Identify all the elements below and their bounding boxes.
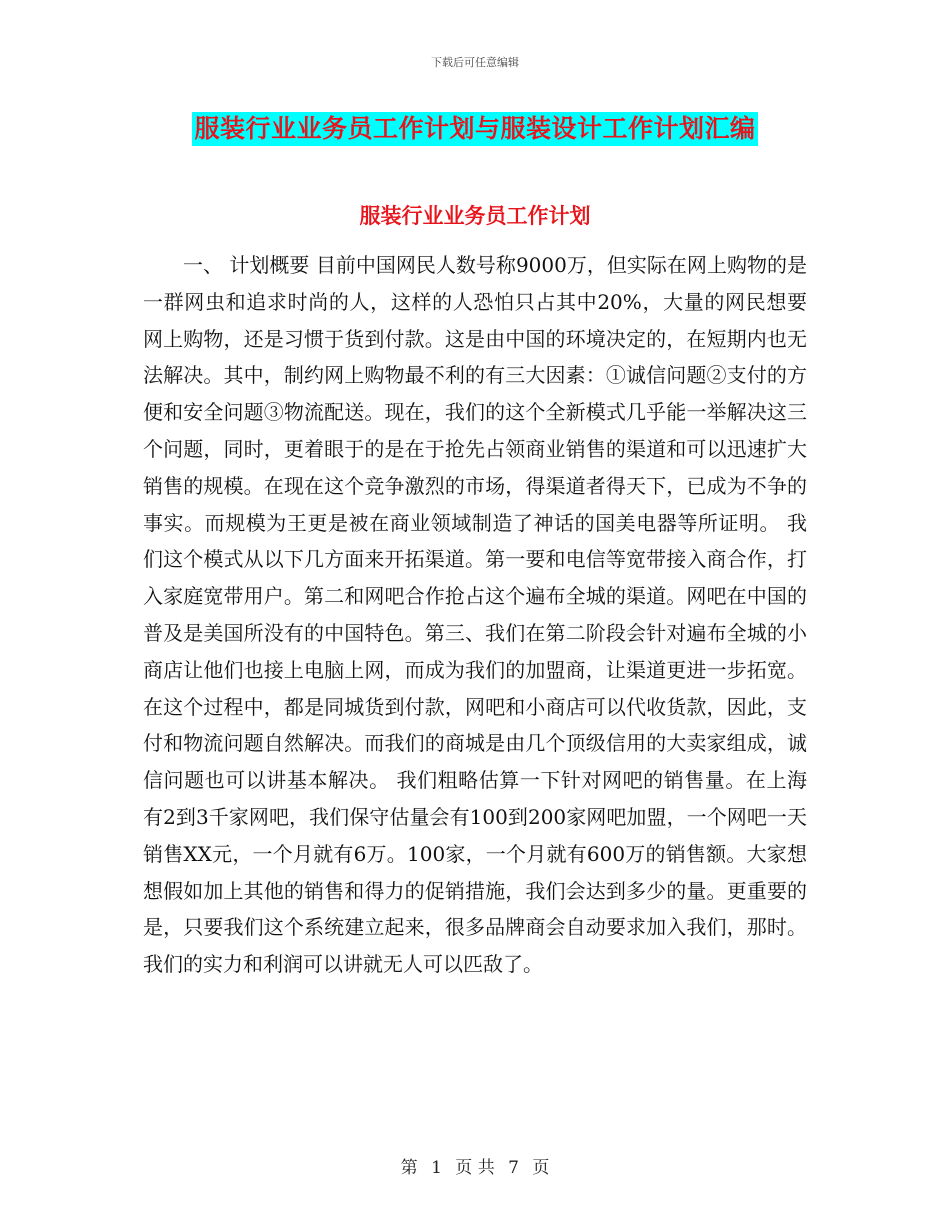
footer-suffix: 页 [532,1158,550,1178]
footer-page-number: 1 [431,1158,442,1178]
footer-prefix: 第 [400,1158,418,1178]
document-title-wrapper [0,112,950,146]
footer-middle: 页 共 [455,1158,495,1178]
section-title: 服装行业业务员工作计划 [359,203,591,228]
page-footer [0,1153,950,1178]
document-title: 服装行业业务员工作计划与服装设计工作计划汇编 [192,112,757,146]
body-paragraph: 一、 计划概要 目前中国网民人数号称9000万，但实际在网上购物的是一群网虫和追求时尚的人，这样的人恐怕只占其中20%，大量的网民想要网上购物，还是习惯于货到付款。这是由中国的环境决定的，在短期内也无法解决。其中，制约网上购物最不利的有三大因素：①诚信问题②支付的方便和安全问题③物流配送。现在，我们的这个全新模式几乎能一举解决这三个问题，同时，更着眼于的是在于抢先占领商业销售的渠道和可以迅速扩大销售的规模。在现在这个竞争激烈的市场，得渠道者得天下，已成为不争的事实。而规模为王更是被在商业领域制造了神话的国美电器等所证明。 我们这个模式从以下几方面来开拓渠道。第一要和电信等宽带接入商合作，打入家庭宽带用户。第二和网吧合作抢占这个遍布全城的渠道。网吧在中国的普及是美国所没有的中国特色。第三、我们在第二阶段会针对遍布全城的小商店让他们也接上电脑上网，而成为我们的加盟商，让渠道更进一步拓宽。在这个过程中，都是同城货到付款，网吧和小商店可以代收货款，因此，支付和物流问题自然解决。而我们的商城是由几个顶级信用的大卖家组成，诚信问题也可以讲基本解决。 我们粗略估算一下针对网吧的销售量。在上海有2到3千家网吧，我们保守估量会有100到200家网吧加盟，一个网吧一天销售XX元，一个月就有6万。100家，一个月就有600万的销售额。大家想想假如加上其他的销售和得力的促销措施，我们会达到多少的量。更重要的是，只要我们这个系统建立起来，很多品牌商会自动要求加入我们，那时。我们的实力和利润可以讲就无人可以匹敌了。 [143,253,807,977]
footer-page-total: 7 [508,1158,519,1178]
header-note: 下载后可任意编辑 [431,56,519,69]
